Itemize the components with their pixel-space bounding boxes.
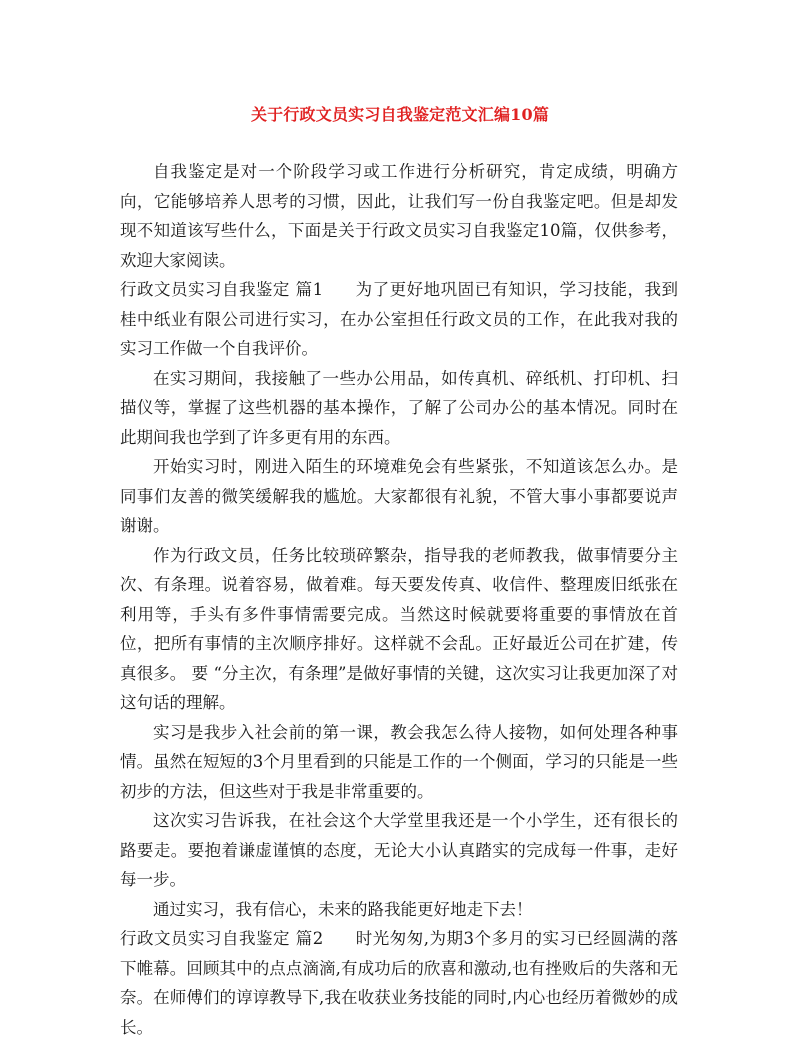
body-paragraph: 实习是我步入社会前的第一课，教会我怎么待人接物，如何处理各种事情。虽然在短短的3个月里看到的只能是工作的一个侧面，学习的只能是一些初步的方法，但这些对于我是非常重要的。 xyxy=(120,722,678,801)
section-2-lead: 时光匆匆,为期3个多月的实习已经圆满的落下帷幕。回顾其中的点点滴滴,有成功后的欣喜和激动,也有挫败后的失落和无奈。在师傅们的谆谆教导下,我在收获业务技能的同时,内心也经历着微妙的成长。 xyxy=(120,929,678,1037)
section-2-heading: 行政文员实习自我鉴定 篇2 xyxy=(120,929,324,948)
body-paragraph: 通过实习，我有信心，未来的路我能更好地走下去！ xyxy=(153,899,533,919)
section-1-heading: 行政文员实习自我鉴定 篇1 xyxy=(120,280,324,299)
document-body xyxy=(120,157,678,1042)
section-1-paragraph xyxy=(120,275,678,364)
body-paragraph: 在实习期间，我接触了一些办公用品，如传真机、碎纸机、打印机、扫描仪等，掌握了这些机器的基本操作，了解了公司办公的基本情况。同时在此期间我也学到了许多更有用的东西。 xyxy=(120,368,678,447)
body-paragraph: 开始实习时，刚进入陌生的环境难免会有些紧张，不知道该怎么办。是同事们友善的微笑缓解我的尴尬。大家都很有礼貌，不管大事小事都要说声谢谢。 xyxy=(120,457,678,535)
section-2-paragraph xyxy=(120,924,678,1042)
document-title: 关于行政文员实习自我鉴定范文汇编10篇 xyxy=(250,105,550,124)
body-paragraph: 作为行政文员，任务比较琐碎繁杂，指导我的老师教我，做事情要分主次、有条理。说着容易，做着难。每天要发传真、收信件、整理废旧纸张在利用等，手头有多件事情需要完成。当然这时候就要将重要的事情放在首位，把所有事情的主次顺序排好。这样就不会乱。正好最近公司在扩建，传真很多。 要 “分主次，有条理”是做好事情的关键，这次实习让我更加深了对这句话的理解。 xyxy=(120,545,678,712)
intro-paragraph: 自我鉴定是对一个阶段学习或工作进行分析研究，肯定成绩，明确方向，它能够培养人思考的习惯，因此，让我们写一份自我鉴定吧。但是却发现不知道该写些什么，下面是关于行政文员实习自我鉴定10篇，仅供参考，欢迎大家阅读。 xyxy=(120,162,678,270)
body-paragraph: 这次实习告诉我，在社会这个大学堂里我还是一个小学生，还有很长的路要走。要抱着谦虚谨慎的态度，无论大小认真踏实的完成每一件事，走好每一步。 xyxy=(120,811,678,889)
section-1-lead: 为了更好地巩固已有知识，学习技能，我到桂中纸业有限公司进行实习，在办公室担任行政文员的工作，在此我对我的实习工作做一个自我评价。 xyxy=(120,280,679,358)
